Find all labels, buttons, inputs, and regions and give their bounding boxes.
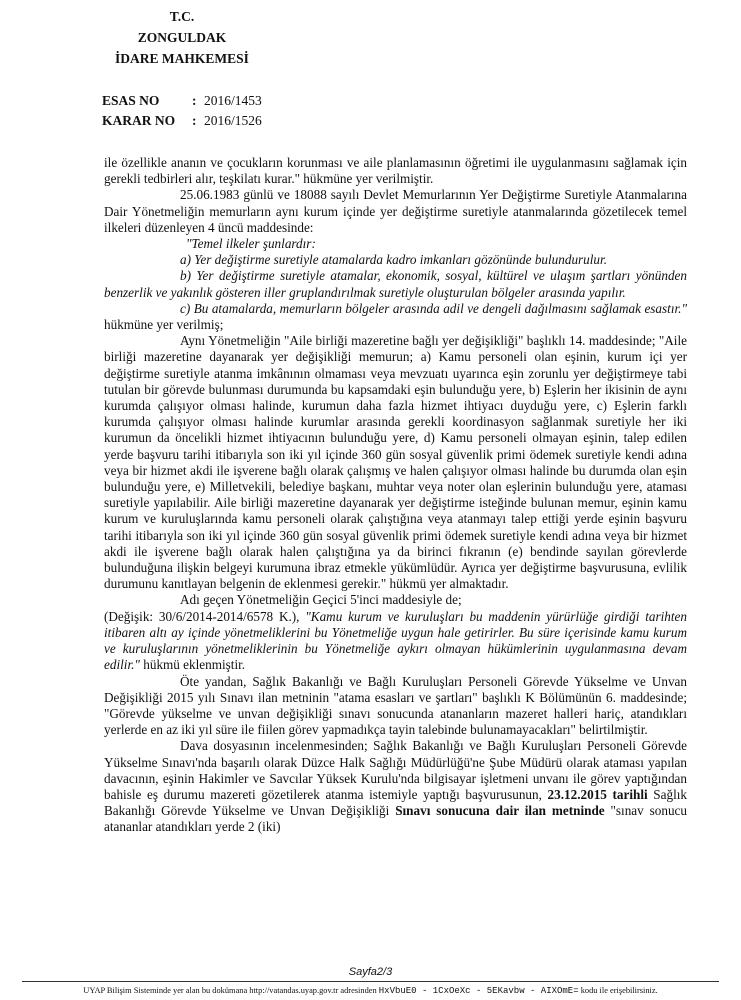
paragraph-7-b: Sağlık Bakanlığı Görevde Yükselme ve Unvan Değişikliği: [104, 786, 688, 819]
paragraph-1: ile özellikle ananın ve çocukların korunması ve aile planlamasının öğretimi ile uygulanmasını sağlamak için gerekli tedbirleri alır, teşkilatı kurar." hükmüne yer verilmiştir.: [104, 155, 687, 187]
quote-item-b: b) Yer değiştirme suretiyle atamalar, ekonomik, sosyal, kültürel ve ulaşım şartları yönünden benzerlik ve yakınlık gösteren iller gruplandırılmak suretiyle oluşturulan bölgeler arasında yapılır.: [104, 268, 687, 300]
footer-note-suffix: kodu ile erişebilirsiniz.: [580, 986, 658, 995]
paragraph-3: Aynı Yönetmeliğin "Aile birliği mazeretine bağlı yer değişikliği" başlıklı 14. maddesinde; "Aile birliği mazeretine dayanarak yer değişikliği memurun; a) Kamu personeli olan eşinin, kurum içi yer değiştirme suretiyle atanma imkânının olmaması veya mevzuatı uyarınca eşin zorunlu yer değiştirmeye tabi tutulan bir görevde bulunması durumunda bu kapsamdaki eşin bulunduğu yere, b) Eşlerin her ikisinin de aynı kurumda çalışıyor olması halinde, kurumun daha fazla hizmet ihtiyacı duyduğu yere, c) Eşlerin farklı kurumda çalışıyor olması halinde kurumlar arasında gerekli koordinasyon sağlanmak suretiyle her iki kurumun da öncelikli hizmet ihtiyacının bulunduğu yere, d) Kamu personeli olmayan eşinin, talep edilen yerde başvuru tarihi itibarıyla son iki yıl içinde 360 gün sosyal güvenlik primi ödemek suretiyle kendi adına veya bir hizmet akdi ile işverene bağlı olarak çalışmış ve halen çalışıyor olması halinde bu durumda olan eşin bulunduğu yere, e) Milletvekili, belediye başkanı, muhtar veya noter olan eşlerinin bulunduğu yere, ataması suretiyle yapılabilir. Aile birliği mazeretine dayanarak yer değiştirme isteğinde bulunan memur, eşinin kamu kurum ve kuruluşlarında kamu personeli olarak çalıştığına veya atanmayı talep ettiği yerde eşinin başvuru tarihi itibarıyla son iki yıl içinde 360 gün sosyal güvenlik primi ödemek suretiyle kendi adına veya bir hizmet akdi ile işverene bağlı olarak halen çalıştığına ya da birinci fıkranın (e) bendinde sayılan görevlerde bulunduğuna ilişkin belgeyi kurumuna ibraz etmekle yükümlüdür. Ayrıca yer değiştirme başvurusuna, evlilik durumunu kanıtlayan belgenin de eklenmesi gerekir." hükmü yer almaktadır.: [104, 333, 687, 592]
paragraph-5: [104, 609, 687, 674]
quote-item-a: a) Yer değiştirme suretiyle atamalarda kadro imkanları gözönünde bulundurulur.: [180, 252, 607, 268]
quote-item-c-tail: hükmüne yer verilmiş;: [104, 317, 224, 333]
court-line-name: İDARE MAHKEMESİ: [115, 51, 249, 66]
quote-heading: "Temel ilkeler şunlardır:: [186, 236, 316, 252]
esas-row: [102, 91, 262, 111]
footer-note: [0, 986, 741, 996]
document-body: [104, 155, 687, 836]
court-line-city: ZONGULDAK: [137, 30, 227, 45]
paragraph-2: 25.06.1983 günlü ve 18088 sayılı Devlet Memurlarının Yer Değiştirme Suretiyle Atanmalarına Dair Yönetmeliğin memurların aynı kurum içinde yer değiştirme suretiyle atanmalarında gözetilecek temel ilkeleri düzenleyen 4 üncü maddesinde:: [104, 187, 687, 235]
paragraph-7-a: Dava dosyasının incelenmesinden; Sağlık Bakanlığı ve Bağlı Kuruluşları Personeli Görevde Yükselme Sınavı'nda başarılı olarak Düzce Halk Sağlığı Müdürlüğü'ne Şube Müdürü olarak ataması yapılan davacının, eşinin Hakimler ve Savcılar Yüksek Kurulu'nda bilgisayar işletmeni unvanı ile görev yaptığından bahisle eş durumu mazereti gözetilerek atanma istemiyle yaptığı başvurusunun,: [104, 738, 687, 802]
karar-row: [102, 111, 262, 131]
paragraph-5-quote: "Kamu kurum ve kuruluşları bu maddenin yürürlüğe girdiği tarihten itibaren altı ay içinde yönetmeliklerini bu Yönetmeliğe uygun hale getirirler. Bu süre içerisinde kamu kurum ve kuruluşlarının yönetmeliklerinin bu Yönetmeliğe aykırı olmayan hükümlerinin uygulanmasına devam edilir.": [104, 608, 687, 673]
quote-item-c-text: c) Bu atamalarda, memurların bölgeler arasında adil ve dengeli dağılmasını sağlamak esastır.": [180, 300, 687, 316]
paragraph-5-lead: (Değişik: 30/6/2014-2014/6578 K.),: [104, 608, 306, 624]
quote-item-c: [104, 301, 687, 333]
paragraph-7-c: "sınav sonucu atananlar atandıkları yerde 2 (iki): [104, 803, 687, 835]
footer-note-prefix: UYAP Bilişim Sisteminde yer alan bu dokümana http://vatandas.uyap.gov.tr adresinden: [83, 986, 377, 995]
paragraph-7: [104, 738, 687, 835]
esas-colon: :: [192, 93, 197, 108]
paragraph-4: Adı geçen Yönetmeliğin Geçici 5'inci maddesiyle de;: [180, 592, 462, 608]
court-name-block: [52, 6, 312, 69]
paragraph-7-ilan: Sınavı sonucuna dair ilan metninde: [395, 803, 605, 819]
karar-colon: :: [192, 113, 197, 128]
access-code: HxVbuE0 - 1CxOeXc - 5EKavbw - AIXOmE=: [378, 986, 579, 996]
esas-value: 2016/1453: [204, 93, 262, 108]
page-number: Sayfa2/3: [348, 966, 393, 978]
karar-label: KARAR NO: [102, 113, 176, 128]
esas-label: ESAS NO: [102, 93, 160, 108]
paragraph-6: Öte yandan, Sağlık Bakanlığı ve Bağlı Kuruluşları Personeli Görevde Yükselme ve Unvan Değişikliği 2015 yılı Sınavı ilan metninin "atama esasları ve şartları" başlıklı K Bölümünün 6. maddesinde; "Görevde yükselme ve unvan değişikliği sınavı sonucunda atananların mazeret halleri hariç, atandıkları yerlerde en az iki yıl süre ile fiilen görev yapmadıkça tayin talebinde bulunamayacakları" belirtilmiştir.: [104, 673, 687, 738]
court-line-tc: T.C.: [169, 9, 195, 24]
karar-value: 2016/1526: [204, 113, 262, 128]
footer-divider: [22, 981, 719, 982]
case-numbers: [102, 91, 262, 131]
paragraph-7-date: 23.12.2015 tarihli: [547, 786, 648, 802]
paragraph-5-tail: hükmü eklenmiştir.: [139, 657, 246, 673]
